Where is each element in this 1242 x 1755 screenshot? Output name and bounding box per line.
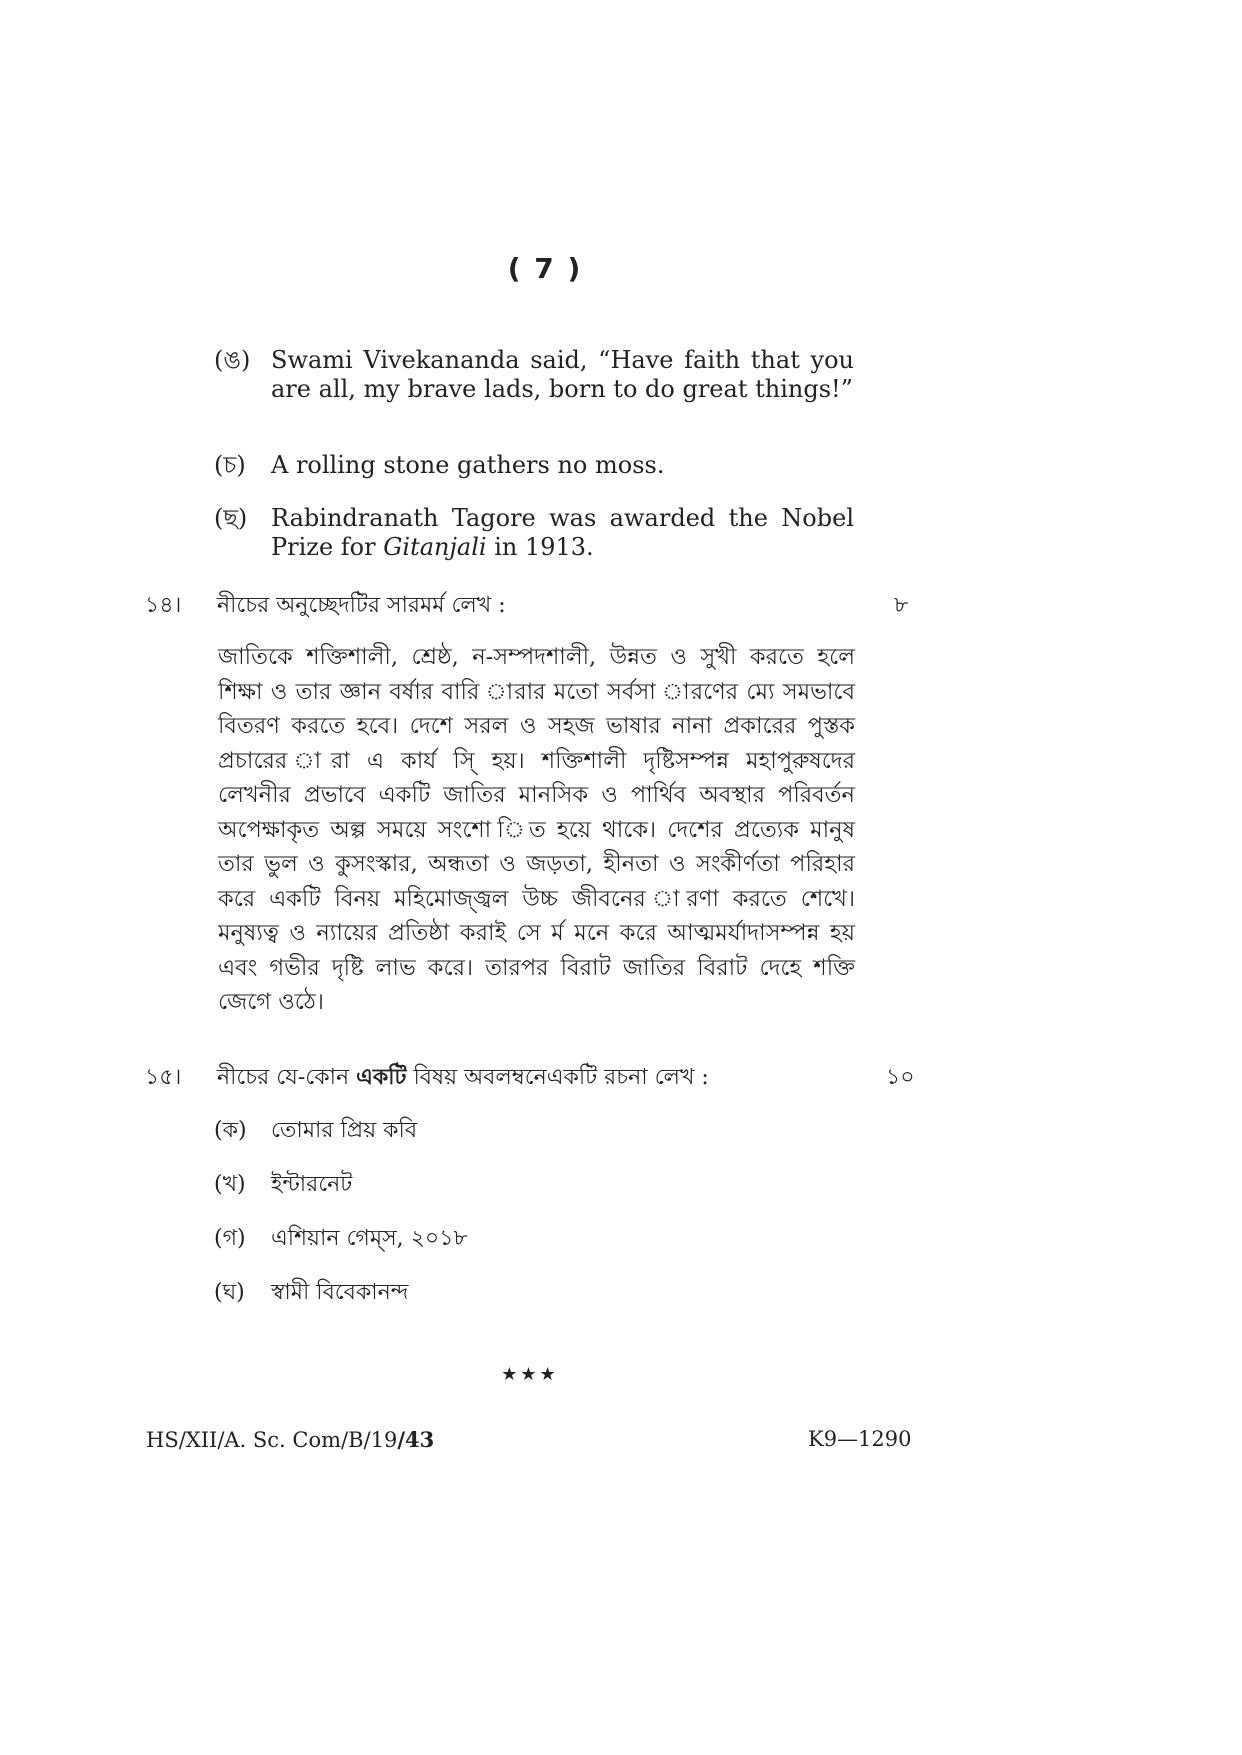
option-text: ইন্টারনেট [271, 1172, 353, 1197]
option-text: এশিয়ান গেম্স, ২০১৮ [271, 1226, 468, 1251]
item-text: A rolling stone gathers no moss. [271, 451, 665, 479]
question-14-marks: ৮ [894, 593, 909, 618]
item-text [271, 504, 854, 562]
footer-code-bold: /43 [397, 1427, 435, 1452]
option-text: স্বামী বিবেকানন্দ [271, 1280, 409, 1305]
question-text-part: বিষয় অবলম্বনেএকটি রচনা লেখ : [406, 1065, 709, 1090]
item-chha [214, 504, 854, 562]
item-text-part: Rabindranath Tagore was awarded the Nobel Prize for [271, 504, 854, 561]
option-label: (ঘ) [214, 1280, 245, 1305]
footer-print-code: K9—1290 [808, 1427, 912, 1451]
question-text-bold: একটি [356, 1064, 407, 1090]
option-text: তোমার প্রিয় কবি [271, 1118, 418, 1143]
question-15-marks: ১০ [886, 1065, 915, 1090]
item-cha [214, 451, 854, 480]
item-uo [214, 346, 854, 404]
footer-paper-code [146, 1427, 434, 1452]
option-label: (গ) [214, 1226, 246, 1251]
question-number: ১৫। [145, 1065, 182, 1090]
item-label: (ঙ) [214, 346, 251, 374]
book-title: Gitanjali [383, 533, 487, 561]
option-label: (ক) [214, 1118, 247, 1143]
option-label: (খ) [214, 1172, 246, 1197]
passage-paragraph: জাতিকে শক্তিশালী, শ্রেষ্ঠ, ন-সম্পদশালী, উন্নত ও সুখী করতে হলে শিক্ষা ও তার জ্ঞান বর্ষার বারি ারার মতো সর্বসা ারণের ম্যে সমভাবে বিতরণ করতে হবে। দেশে সরল ও সহজ ভাষার নানা প্রকারের পুস্তক প্রচারের ারা এ কার্য সি্ হয়। শক্তিশালী দৃষ্টিসম্পন্ন মহাপুরুষদের লেখনীর প্রভাবে একটি জাতির মানসিক ও পার্থিব অবস্থার পরিবর্তন অপেক্ষাকৃত অল্প সময়ে সংশো িত হয়ে থাকে। দেশের প্রত্যেক মানুষ তার ভুল ও কুসংস্কার, অন্ধতা ও জড়তা, হীনতা ও সংকীর্ণতা পরিহার করে একটি বিনয় মহিমোজ্জ্বল উচ্চ জীবনের ারণা করতে শেখে। মনুষ্যত্ব ও ন্যায়ের প্রতিষ্ঠা করাই সে র্ম মনে করে আত্মমর্যাদাসম্পন্ন হয় এবং গভীর দৃষ্টি লাভ করে। তারপর বিরাট জাতির বিরাট দেহে শক্তি জেগে ওঠে। [218, 644, 855, 1015]
question-text-part: নীচের যে-কোন [217, 1065, 357, 1090]
item-text-part: in 1913. [486, 533, 594, 561]
footer-code-prefix: HS/XII/A. Sc. Com/B/19 [146, 1428, 398, 1452]
question-text: নীচের অনুচ্ছেদটির সারমর্ম লেখ : [217, 593, 506, 618]
page-number: ( 7 ) [507, 252, 583, 285]
item-text: Swami Vivekananda said, “Have faith that you are all, my brave lads, born to do great things!” [271, 346, 854, 403]
item-label: (চ) [214, 451, 246, 479]
item-label: (ছ) [214, 504, 248, 532]
question-text [217, 1060, 709, 1097]
end-stars: ★★★ [501, 1364, 559, 1385]
question-number: ১৪। [145, 593, 182, 618]
